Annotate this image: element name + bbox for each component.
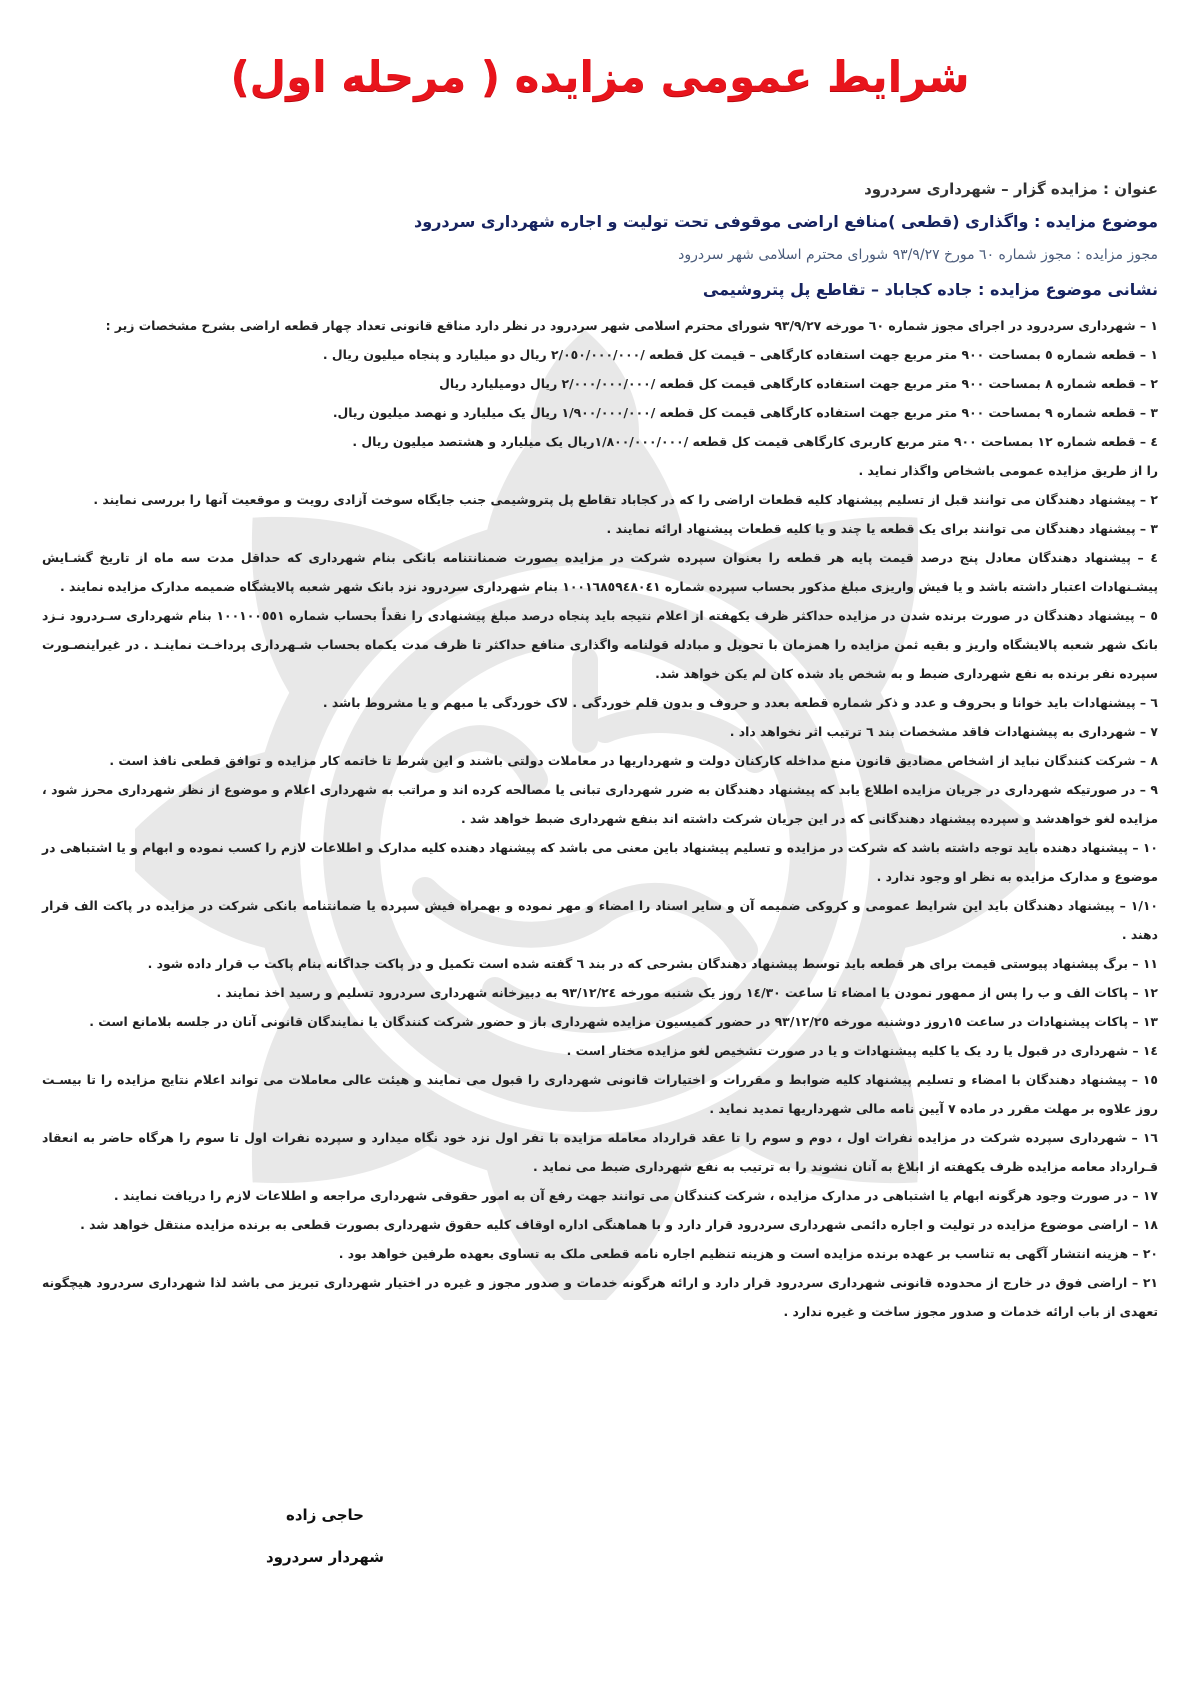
condition-item: ١١ – برگ پیشنهاد پیوستی قیمت برای هر قطعه باید توسط پیشنهاد دهندگان بشرحی که در بند ٦ گفته شده است تکمیل و در پاکت جداگانه بنام پاکت ب قرار داده شود . [147, 956, 1158, 971]
condition-item: ٤ – پیشنهاد دهندگان معادل پنج درصد قیمت پایه هر قطعه را بعنوان سپرده شرکت در مزایده بصورت ضمنانتنامه بانکی بنام شهرداری که حداقل مدت سه ماه از تاریخ گشـایش پیشـنهادات اعتبار داشته باشد و یا فیش واریزی مبلغ مذکور بحساب سپرده شماره ١٠٠١٦٨٥٩٤٨٠٤١ بنام شهرداری سردرود نزد بانک شهر شعبه پالایشگاه ضمیمه مدارک مزایده نمایند . [42, 550, 1158, 594]
condition-item: ١٣ – پاکات پیشنهادات در ساعت ١٥روز دوشنبه مورخه ٩٣/١٢/٢٥ در حضور کمیسیون مزایده شهرداری باز و حضور شرکت کنندگان یا نمایندگان قانونی آنان در جلسه بلامانع است . [89, 1014, 1158, 1029]
condition-item: ٨ – شرکت کنندگان نباید از اشخاص مصادیق قانون منع مداخله کارکنان دولت و شهرداریها در معاملات دولتی باشند و این شرط تا خاتمه کار مزایده و توافق قطعی نافذ است . [109, 753, 1158, 768]
condition-item: ٣ – قطعه شماره ٩ بمساحت ٩٠٠ متر مربع جهت استفاده کارگاهی قیمت کل قطعه /١/٩٠٠/٠٠٠/٠٠٠ ریال یک میلیارد و نهصد میلیون ریال. [332, 405, 1158, 420]
signatory-title: شهردار سردرود [265, 1548, 385, 1566]
auction-organizer-line: عنوان : مزایده گزار – شهرداری سردرود [864, 180, 1158, 198]
condition-item: ٢١ – اراضی فوق در خارج از محدوده قانونی شهرداری سردرود قرار دارد و ارائه هرگونه خدمات و صدور مجوز و غیره در اختیار شهرداری تبریز می باشد لذا شهرداری سردرود هیچگونه تعهدی از باب ارائه خدمات و صدور مجوز ساخت و غیره ندارد . [42, 1275, 1158, 1319]
condition-item: ٣ – پیشنهاد دهندگان می توانند برای یک قطعه یا چند و یا کلیه قطعات پیشنهاد ارائه نمایند . [606, 521, 1158, 536]
condition-item: ١٢ – پاکات الف و ب را پس از ممهور نمودن یا امضاء تا ساعت ١٤/٣٠ روز یک شنبه مورخه ٩٣/١٢/٢٤ به دبیرخانه شهرداری سردرود تسلیم و رسید اخذ نمایند . [216, 985, 1158, 1000]
condition-item: ٢ – قطعه شماره ٨ بمساحت ٩٠٠ متر مربع جهت استفاده کارگاهی قیمت کل قطعه /٢/٠٠٠/٠٠٠/٠٠٠ ریال دومیلیارد ریال [439, 376, 1158, 391]
signatory-name: حاجی زاده [286, 1506, 364, 1524]
auction-permit-line: مجوز مزایده : مجوز شماره ٦٠ مورخ ٩٣/٩/٢٧ شورای محترم اسلامی شهر سردرود [678, 247, 1158, 263]
conditions-list [42, 311, 1158, 1326]
condition-item: ١٠ – پیشنهاد دهنده باید توجه داشته باشد که شرکت در مزایده و تسلیم پیشنهاد باین معنی می باشد که پیشنهاد دهنده کلیه مدارک و اطلاعات لازم را کسب نموده و ابهام و یا اشتباهی در موضوع و مدارک مزایده به نظر او وجود ندارد . [42, 840, 1158, 884]
condition-item: ٢ – پیشنهاد دهندگان می توانند قبل از تسلیم پیشنهاد کلیه قطعات اراضی را که در کجاباد تقاطع پل پتروشیمی جنب جایگاه سوخت آزادی رویت و موقعیت آنها را بررسی نمایند . [93, 492, 1158, 507]
condition-item: را از طریق مزایده عمومی باشخاص واگذار نماید . [858, 463, 1158, 478]
condition-item: ١٥ – پیشنهاد دهندگان با امضاء و تسلیم پیشنهاد کلیه ضوابط و مقررات و اختیارات قانونی شهرداری را قبول می نمایند و هیئت عالی معاملات می تواند اعلام نتایج مزایده را تا بیسـت روز علاوه بر مهلت مقرر در ماده ٧ آیین نامه مالی شهرداریها تمدید نماید . [42, 1072, 1158, 1116]
condition-item: ١ – قطعه شماره ٥ بمساحت ٩٠٠ متر مربع جهت استفاده کارگاهی – قیمت کل قطعه /٢/٠٥٠/٠٠٠/٠٠٠ ریال دو میلیارد و پنجاه میلیون ریال . [322, 347, 1158, 362]
condition-item: ١ – شهرداری سردرود در اجرای مجوز شماره ٦٠ مورخه ٩٣/٩/٢٧ شورای محترم اسلامی شهر سردرود در نظر دارد مناقع قانونی تعداد چهار قطعه اراضی بشرح مشخصات زیر : [105, 318, 1158, 333]
condition-item: ٩ – در صورتیکه شهرداری در جریان مزایده اطلاع یابد که پیشنهاد دهندگان به ضرر شهرداری تبانی یا مصالحه کرده اند و مراتب به شهرداری اعلام و موضوع از نظر شهرداری محرز شود ، مزایده لغو خواهدشد و سپرده پیشنهاد دهندگانی که در این جریان شرکت داشته اند بنفع شهرداری ضبط خواهد شد . [42, 782, 1158, 826]
condition-item: ٢٠ – هزینه انتشار آگهی به تناسب بر عهده برنده مزایده است و هزینه تنظیم اجاره نامه قطعی ملک به تساوی بعهده طرفین خواهد بود . [338, 1246, 1158, 1261]
condition-item: ١٤ – شهرداری در قبول یا رد یک یا کلیه پیشنهادات و یا در صورت تشخیص لغو مزایده مختار است . [566, 1043, 1158, 1058]
page-title: شرایط عمومی مزایده ( مرحله اول) [230, 52, 970, 101]
auction-address-line: نشانی موضوع مزایده : جاده کجاباد – تقاطع پل پتروشیمی [702, 280, 1158, 299]
condition-item: ٥ – پیشنهاد دهندگان در صورت برنده شدن در مزایده حداکثر ظرف یکهفته از اعلام نتیجه باید پنجاه درصد مبلغ پیشنهادی را نقداً بحساب شماره ١٠٠١٠٠٥٥١ بنام شهرداری سـردرود نـزد بانک شهر شعبه پالایشگاه واریز و بقیه ثمن مزایده را همزمان با تحویل و مبادله قولنامه واگذاری منافع حداکثر تا ظرف مدت یکماه بحساب شـهرداری پرداخـت نماینـد . در غیراینصـورت سپرده نفر برنده به نفع شهرداری ضبط و به شخص یاد شده کان لم یکن خواهد شد. [42, 608, 1158, 681]
condition-item: ٦ – پیشنهادات باید خوانا و بحروف و عدد و ذکر شماره قطعه بعدد و حروف و بدون قلم خوردگی . لاک خوردگی یا مبهم و یا مشروط باشد . [322, 695, 1158, 710]
condition-item: ١/١٠ – پیشنهاد دهندگان باید این شرایط عمومی و کروکی ضمیمه آن و سایر اسناد را امضاء و مهر نموده و بهمراه فیش سپرده یا ضمانتنامه بانکی شرکت در مزایده در پاکت الف قرار دهند . [42, 898, 1158, 942]
condition-item: ٤ – قطعه شماره ١٢ بمساحت ٩٠٠ متر مربع کاربری کارگاهی قیمت کل قطعه /١/٨٠٠/٠٠٠/٠٠٠ریال یک میلیارد و هشتصد میلیون ریال . [352, 434, 1158, 449]
auction-subject-line: موضوع مزایده : واگذاری (قطعی )منافع اراضی موقوفی تحت تولیت و اجاره شهرداری سردرود [414, 212, 1158, 231]
condition-item: ٧ – شهرداری به پیشنهادات فاقد مشخصات بند ٦ ترتیب اثر نخواهد داد . [729, 724, 1158, 739]
condition-item: ١٨ – اراضی موضوع مزایده در تولیت و اجاره دائمی شهرداری سردرود قرار دارد و با هماهنگی اداره اوقاف کلیه حقوق شهرداری بصورت قطعی به برنده مزایده منتقل خواهد شد . [80, 1217, 1158, 1232]
condition-item: ١٦ – شهرداری سپرده شرکت در مزایده نفرات اول ، دوم و سوم را تا عقد قرارداد معامله مزایده با نفر اول نزد خود نگاه میدارد و سپرده نفرات اول تا سوم را هرگاه حاضر به انعقاد قـرارداد معامه مزایده ظرف یکهفته از ابلاغ به آنان نشوند را به ترتیب به نفع شهرداری ضبط می نماید . [42, 1130, 1158, 1174]
condition-item: ١٧ – در صورت وجود هرگونه ابهام یا اشتباهی در مدارک مزایده ، شرکت کنندگان می توانند جهت رفع آن به امور حقوقی شهرداری مراجعه و اطلاعات لازم را دریافت نمایند . [113, 1188, 1158, 1203]
